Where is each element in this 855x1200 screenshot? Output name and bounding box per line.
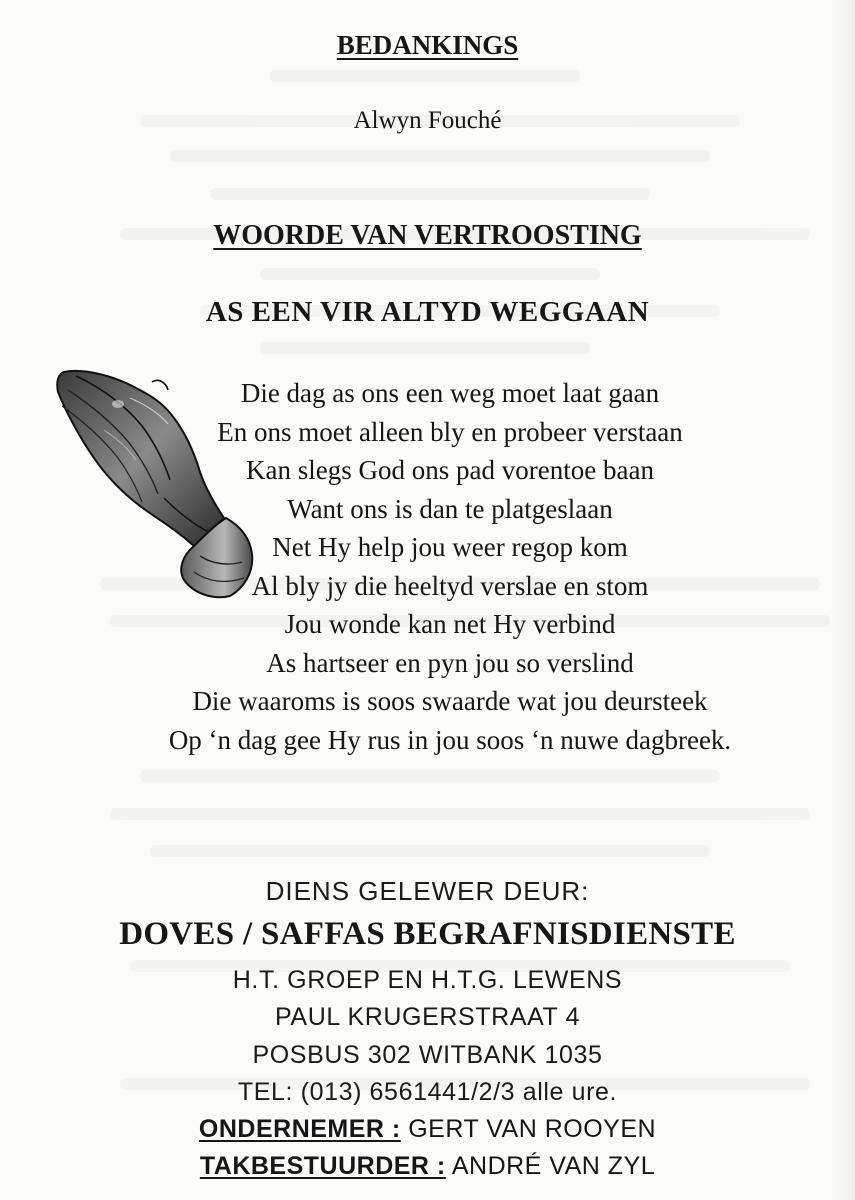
poem-line: Jou wonde kan net Hy verbind: [284, 609, 616, 639]
poem-line: Net Hy help jou weer regop kom: [272, 532, 628, 562]
address-phone: TEL: (013) 6561441/2/3 alle ure.: [237, 1078, 618, 1106]
thanks-name: Alwyn Fouché: [353, 107, 502, 134]
poem-line: As hartseer en pyn jou so verslind: [266, 647, 634, 678]
address-street: PAUL KRUGERSTRAAT 4: [275, 1003, 580, 1031]
poem-title: AS EEN VIR ALTYD WEGGAAN: [205, 296, 650, 328]
company-name: DOVES / SAFFAS BEGRAFNISDIENSTE: [119, 916, 736, 952]
poem-line: Die waaroms is soos swaarde wat jou deursteek: [192, 686, 708, 716]
poem-line: Die dag as ons een weg moet laat gaan: [240, 378, 660, 408]
poem: [0, 374, 855, 759]
poem-line: Want ons is dan te platgeslaan: [287, 493, 613, 524]
poem-line: Kan slegs God ons pad vorentoe baan: [246, 455, 654, 485]
poem-line: Op ‘n dag gee Hy rus in jou soos ‘n nuwe dagbreek.: [168, 724, 732, 755]
service-intro: DIENS GELEWER DEUR:: [265, 876, 590, 906]
heading-comfort: WOORDE VAN VERTROOSTING: [213, 220, 642, 251]
undertaker-row: [0, 1115, 855, 1144]
undertaker-name: GERT VAN ROOYEN: [408, 1115, 657, 1143]
driver-name: ANDRÉ VAN ZYL: [451, 1152, 656, 1180]
address-group: H.T. GROEP EN H.T.G. LEWENS: [232, 966, 623, 994]
address-postal: POSBUS 302 WITBANK 1035: [252, 1041, 603, 1069]
poem-line: Al bly jy die heeltyd verslae en stom: [251, 570, 649, 601]
poem-line: En ons moet alleen bly en probeer verstaan: [217, 416, 683, 447]
driver-label: TAKBESTUURDER :: [199, 1152, 446, 1180]
heading-thanks: BEDANKINGS: [336, 30, 519, 60]
driver-row: [0, 1152, 855, 1181]
undertaker-label: ONDERNEMER :: [198, 1115, 401, 1143]
